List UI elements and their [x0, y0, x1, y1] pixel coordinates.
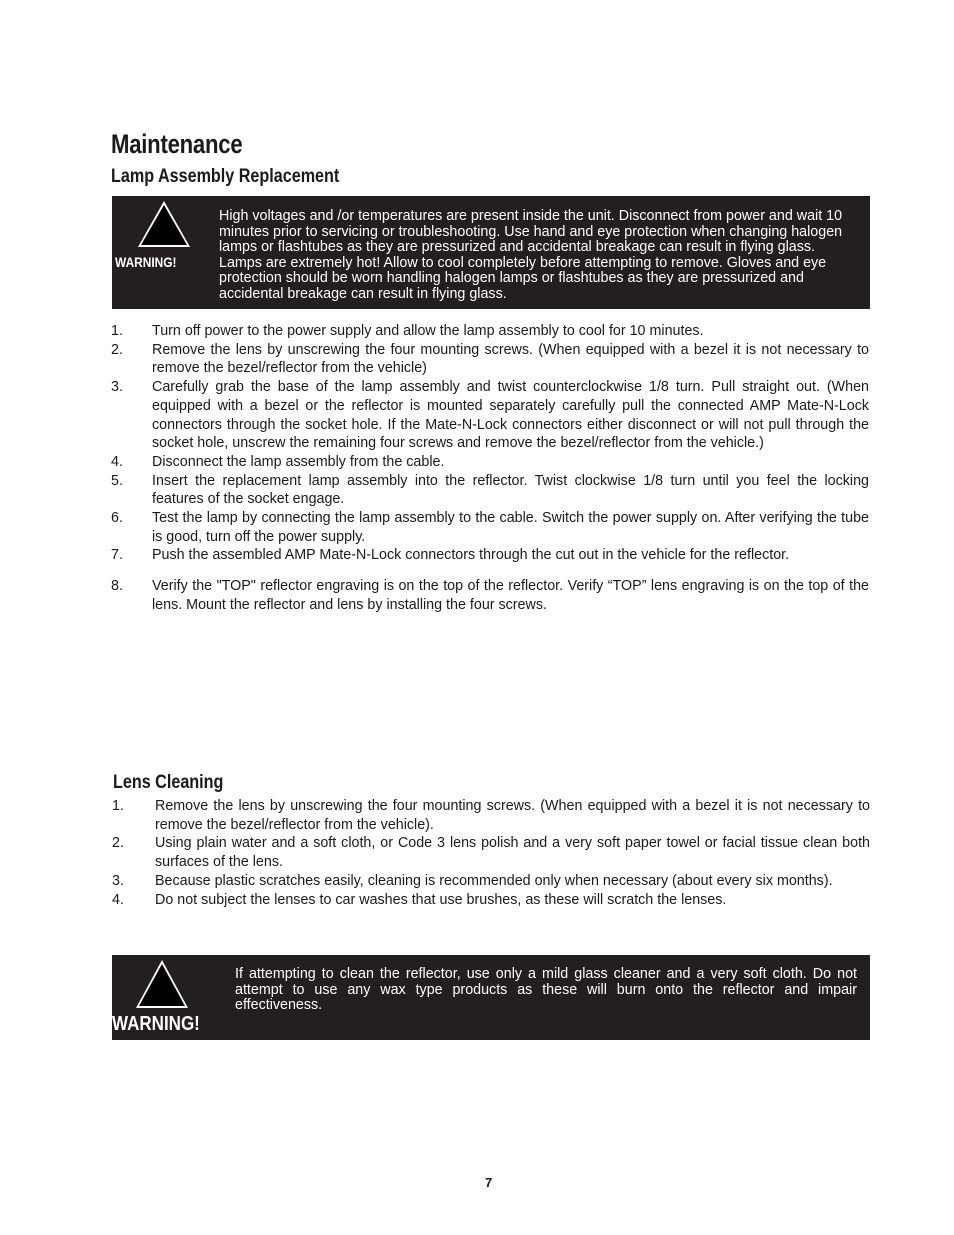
list-item — [111, 322, 869, 341]
lamp-warning-box — [112, 196, 870, 309]
step-text: Push the assembled AMP Mate-N-Lock connectors through the cut out in the vehicle for the reflector. — [152, 547, 790, 564]
lens-cleaning-heading: Lens Cleaning — [113, 772, 224, 793]
list-item — [112, 797, 870, 834]
step-text: Disconnect the lamp assembly from the cable. — [152, 453, 445, 470]
list-item — [112, 872, 870, 891]
warning-text: High voltages and /or temperatures are present inside the unit. Disconnect from power and wait 10 minutes prior to servicing or troubleshooting. Use hand and eye protection when changing halogen lamps or flashtubes as they are pressurized and accidental breakage can result in flying glass. Lamps are extremely hot! Allow to cool completely before attempting to remove. Gloves and eye protection should be worn handling halogen lamps or flashtubes as they are pressurized and accidental breakage can result in flying glass. — [219, 208, 843, 302]
page-number: 7 — [485, 1175, 493, 1190]
step-number: 1. — [111, 323, 123, 339]
list-item — [111, 509, 869, 546]
step-text: Because plastic scratches easily, cleaning is recommended only when necessary (about every six months). — [155, 872, 833, 889]
step-text: Do not subject the lenses to car washes that use brushes, as these will scratch the lenses. — [155, 891, 727, 908]
step-number: 8. — [111, 578, 123, 595]
step-text: Using plain water and a soft cloth, or Code 3 lens polish and a very soft paper towel or facial tissue clean both surfaces of the lens. — [155, 835, 870, 871]
step-number: 2. — [111, 341, 123, 358]
step-number: 3. — [111, 379, 123, 396]
step-text: Test the lamp by connecting the lamp assembly to the cable. Switch the power supply on. After verifying the tube is good, turn off the power supply. — [152, 510, 869, 545]
list-item — [111, 341, 869, 378]
step-text: Insert the replacement lamp assembly into the reflector. Twist clockwise 1/8 turn until you feel the locking features of the socket engage. — [152, 472, 869, 508]
lens-warning-box — [112, 955, 870, 1040]
step-text: Carefully grab the base of the lamp assembly and twist counterclockwise 1/8 turn. Pull straight out. (When equipped with a bezel or the reflector is mounted separately carefully pull the connected AMP Mate-N-Lock connectors through the socket hole. If the Mate-N-Lock connectors either disconnect or will not pull through the socket hole, unscrew the remaining four screws and remove the bezel/reflector from the vehicle.) — [152, 379, 869, 452]
step-number: 1. — [112, 798, 124, 814]
list-item — [112, 891, 870, 910]
lens-cleaning-steps — [112, 797, 870, 909]
step-number: 4. — [112, 891, 124, 908]
page-title: Maintenance — [111, 129, 243, 159]
warning-text: If attempting to clean the reflector, use only a mild glass cleaner and a very soft cloth. Do not attempt to use any wax type products as these will burn onto the reflector and impair effectiveness. — [235, 966, 857, 1014]
warning-label: WARNING! — [115, 254, 177, 270]
list-item — [111, 472, 869, 509]
step-text: Turn off power to the power supply and allow the lamp assembly to cool for 10 minutes. — [152, 323, 704, 339]
list-item — [112, 834, 870, 871]
step-number: 2. — [112, 835, 124, 852]
step-text: Verify the "TOP" reflector engraving is on the top of the reflector. Verify “TOP” lens engraving is on the top of the lens. Mount the reflector and lens by installing the four screws. — [152, 578, 869, 613]
step-number: 6. — [111, 510, 123, 527]
step-text: Remove the lens by unscrewing the four mounting screws. (When equipped with a bezel it is not necessary to remove the bezel/reflector from the vehicle) — [152, 341, 869, 377]
lamp-assembly-heading: Lamp Assembly Replacement — [111, 166, 340, 187]
lamp-replacement-steps — [111, 322, 869, 615]
step-number: 3. — [112, 872, 124, 889]
warning-triangle-icon — [134, 958, 190, 1010]
list-item — [111, 577, 869, 614]
list-item — [111, 378, 869, 453]
list-item — [111, 546, 869, 565]
step-text: Remove the lens by unscrewing the four mounting screws. (When equipped with a bezel it is not necessary to remove the bezel/reflector from the vehicle). — [155, 798, 870, 833]
list-item — [111, 453, 869, 472]
warning-triangle-icon — [136, 199, 192, 249]
step-number: 7. — [111, 547, 123, 564]
step-number: 5. — [111, 472, 123, 489]
warning-label: WARNING! — [112, 1013, 200, 1035]
step-number: 4. — [111, 453, 123, 470]
